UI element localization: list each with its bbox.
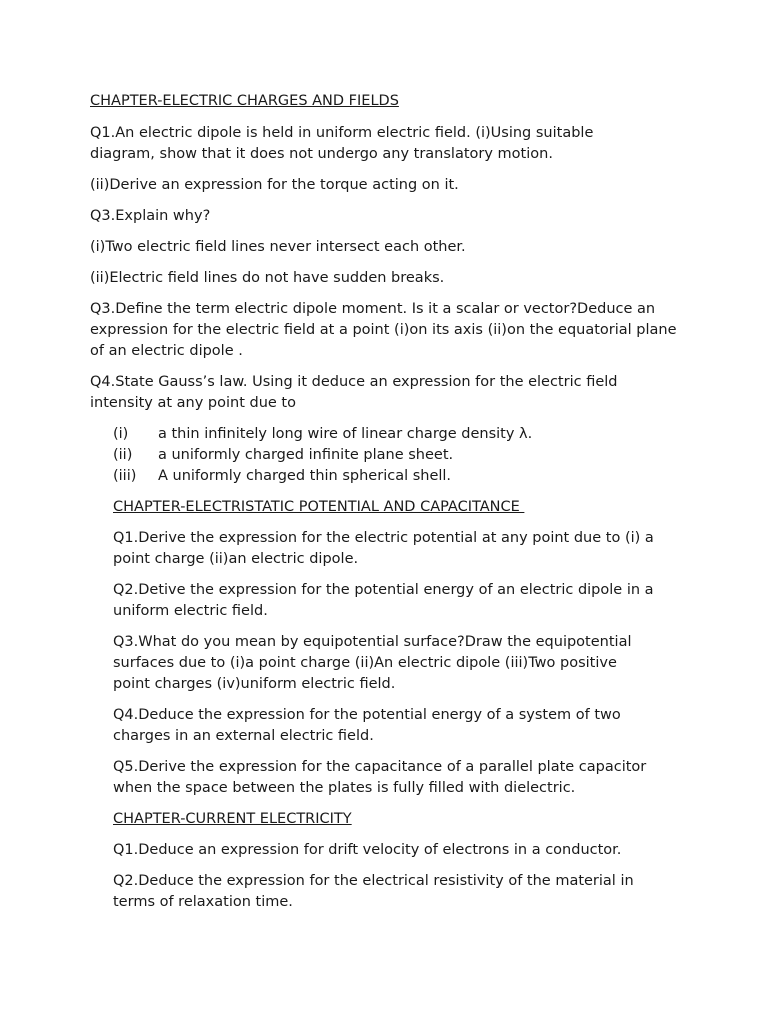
question-q3-part-i: (i)Two electric field lines never intersect each other. [90,239,466,255]
question-q3-explain: Q3.Explain why? [90,208,211,224]
list-item-number: (iii) [113,468,137,484]
question-q2-potential-energy: Q2.Detive the expression for the potential energy of an electric dipole in a uniform electric field. [113,582,654,619]
question-q1-potential: Q1.Derive the expression for the electric potential at any point due to (i) a point charge (ii)an electric dipole. [113,530,654,567]
list-item-text: a thin infinitely long wire of linear charge density λ. [158,426,533,442]
question-q3-dipole-moment: Q3.Define the term electric dipole moment. Is it a scalar or vector?Deduce an expression for the electric field at a point (i)on its axis (ii)on the equatorial plane of an electric dipole . [90,301,677,359]
list-item-number: (ii) [113,447,133,463]
question-q5-capacitance: Q5.Derive the expression for the capacitance of a parallel plate capacitor when the space between the plates is fully filled with dielectric. [113,759,647,796]
chapter-heading-electric-charges: CHAPTER-ELECTRIC CHARGES AND FIELDS [90,93,399,109]
question-q2-resistivity: Q2.Deduce the expression for the electrical resistivity of the material in terms of relaxation time. [113,873,634,910]
chapter-heading-current-electricity: CHAPTER-CURRENT ELECTRICITY [113,811,352,827]
question-q1-drift-velocity: Q1.Deduce an expression for drift velocity of electrons in a conductor. [113,842,622,858]
question-q4-system-energy: Q4.Deduce the expression for the potential energy of a system of two charges in an external electric field. [113,707,621,744]
question-q1: Q1.An electric dipole is held in uniform electric field. (i)Using suitable diagram, show that it does not undergo any translatory motion. [90,125,594,162]
list-item-text: a uniformly charged infinite plane sheet. [158,447,454,463]
list-item-number: (i) [113,426,129,442]
question-q3-equipotential: Q3.What do you mean by equipotential surface?Draw the equipotential surfaces due to (i)a point charge (ii)An electric dipole (iii)Two positive point charges (iv)uniform electric field. [113,634,632,692]
question-q3-part-ii: (ii)Electric field lines do not have sudden breaks. [90,270,445,286]
question-q1-part-ii: (ii)Derive an expression for the torque acting on it. [90,177,459,193]
question-q4-gauss: Q4.State Gauss’s law. Using it deduce an expression for the electric field intensity at any point due to [90,374,618,411]
chapter-heading-electrostatic-potential: CHAPTER-ELECTRISTATIC POTENTIAL AND CAPACITANCE [113,499,525,515]
list-item-text: A uniformly charged thin spherical shell. [158,468,452,484]
